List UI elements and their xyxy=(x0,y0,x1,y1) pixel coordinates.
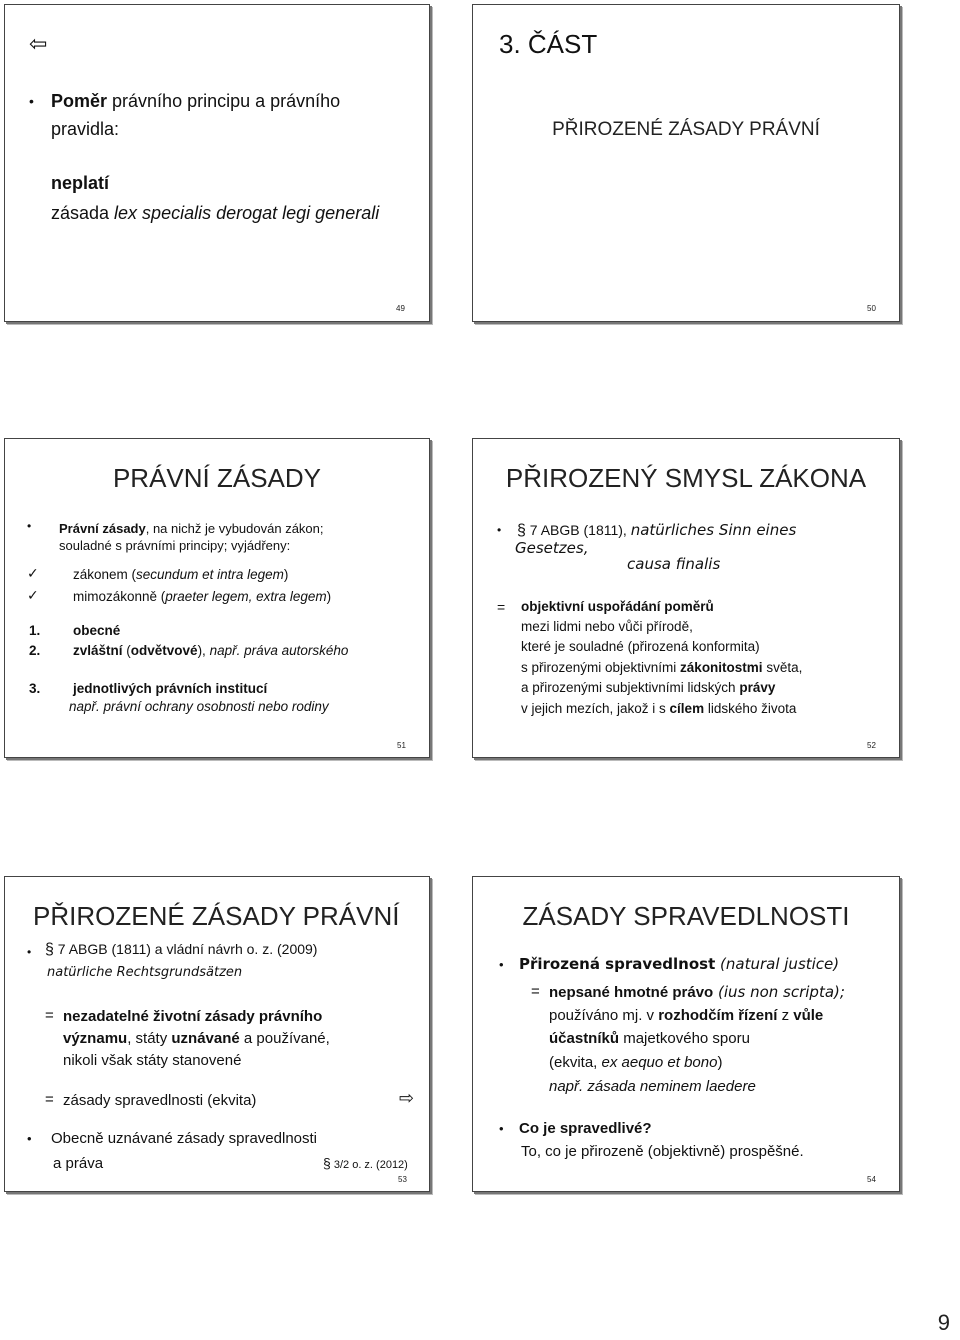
text: lidského života xyxy=(704,701,797,716)
def-line-3: které je souladné (přirozená konformita) xyxy=(521,639,760,654)
item-3-text: jednotlivých právních institucí xyxy=(73,681,268,696)
slide-54 xyxy=(472,876,900,1192)
section-sign: § xyxy=(45,941,54,958)
text-italic: ex aequo et bono xyxy=(601,1054,718,1071)
text-bold: nepsané hmotné právo xyxy=(549,984,714,1001)
text-bold: vůle xyxy=(793,1007,824,1024)
bullet-line-2: a práva xyxy=(53,1155,104,1172)
para-line-3: causa finalis xyxy=(627,555,721,573)
item-number: 3. xyxy=(29,681,41,696)
slide-number: 50 xyxy=(867,304,876,313)
para-line-2: natürliche Rechtsgrundsätzen xyxy=(47,965,243,980)
bullet-dot: • xyxy=(499,1121,504,1136)
l3-line xyxy=(549,1030,750,1047)
b2-line-2: To, co je přirozeně (objektivně) prospěšné. xyxy=(521,1143,804,1160)
slide-49-neplati: neplatí xyxy=(51,173,110,193)
text-bold: účastníků xyxy=(549,1030,620,1047)
check-item-2 xyxy=(73,589,331,604)
text-italic: lex specialis derogat legi generali xyxy=(114,203,380,223)
bullet-dot: • xyxy=(27,519,32,533)
slide-number: 54 xyxy=(867,1175,876,1184)
def-line-2: mezi lidmi nebo vůči přírodě, xyxy=(521,619,693,634)
def-line-5 xyxy=(521,680,775,695)
def1-line-1: nezadatelné životní zásady právního xyxy=(63,1008,323,1025)
item-number: 1. xyxy=(29,623,41,638)
text-bold: Právní zásady xyxy=(59,521,146,536)
l5-line: např. zásada neminem laedere xyxy=(549,1078,756,1095)
slide-49 xyxy=(4,4,430,322)
equals-sign: = xyxy=(45,1091,54,1108)
def1-line-2 xyxy=(63,1030,330,1047)
text: 7 ABGB (1811) a vládní návrh o. z. (2009) xyxy=(53,941,318,957)
check-item-1 xyxy=(73,567,288,582)
para-line-2: Gesetzes, xyxy=(515,539,589,557)
text: 7 ABGB (1811), xyxy=(525,522,631,538)
text: zákonem ( xyxy=(73,567,137,582)
slide-51-title: PRÁVNÍ ZÁSADY xyxy=(112,463,322,493)
text-bold: zákonitostmi xyxy=(680,660,763,675)
text-bold: rozhodčím řízení xyxy=(658,1007,778,1024)
text-italic: natürliches Sinn eines xyxy=(630,521,797,539)
text-bold: uznávané xyxy=(171,1030,240,1047)
slide-50 xyxy=(472,4,900,322)
text-bold: Poměr xyxy=(51,91,108,111)
text-bold: zvláštní xyxy=(73,643,123,658)
def2-line: zásady spravedlnosti (ekvita) xyxy=(63,1092,257,1109)
bullet-dot: • xyxy=(499,957,504,972)
text: ) xyxy=(326,589,332,604)
slide-50-subtitle: PŘIROZENÉ ZÁSADY PRÁVNÍ xyxy=(552,119,820,140)
slide-number: 53 xyxy=(398,1175,407,1184)
text: ) xyxy=(717,1054,723,1071)
bullet-dot: • xyxy=(29,93,34,109)
section-sign: § xyxy=(323,1155,331,1171)
text: , státy xyxy=(127,1030,172,1047)
item-1-text: obecné xyxy=(73,623,121,638)
l4-line xyxy=(549,1054,722,1071)
text: z xyxy=(777,1007,794,1024)
text: (ekvita, xyxy=(549,1054,602,1071)
para-line-1 xyxy=(517,521,796,540)
text-bold: odvětvové xyxy=(130,643,198,658)
text: ), xyxy=(197,643,210,658)
text: zásada xyxy=(51,203,115,223)
para-line-1 xyxy=(45,941,317,959)
slide-52 xyxy=(472,438,900,758)
intro-line-2: souladné s právními principy; vyjádřeny: xyxy=(59,538,291,553)
text: mimozákonně ( xyxy=(73,589,166,604)
slide-51 xyxy=(4,438,430,758)
text-italic: (ius non scripta); xyxy=(713,983,845,1001)
check-icon: ✓ xyxy=(27,565,39,581)
check-icon: ✓ xyxy=(27,587,39,603)
equals-sign: = xyxy=(531,983,540,1000)
text: používáno mj. v xyxy=(549,1007,659,1024)
section-sign: § xyxy=(517,522,526,539)
bullet-dot: • xyxy=(27,945,32,959)
item-2-text xyxy=(73,643,348,658)
slide-53 xyxy=(4,876,430,1192)
slide-number: 49 xyxy=(396,304,405,313)
def-line-6 xyxy=(521,701,796,716)
b1-line xyxy=(519,955,839,973)
bullet-dot: • xyxy=(27,1131,32,1146)
slide-49-line-1 xyxy=(51,91,340,112)
slide-number: 52 xyxy=(867,741,876,750)
text: v jejich mezích, jakož i s xyxy=(521,701,670,716)
text: ( xyxy=(122,643,131,658)
page-number: 9 xyxy=(937,1310,950,1335)
text-italic: praeter legem, extra legem xyxy=(165,589,327,604)
intro-line-1 xyxy=(59,521,324,536)
text: a přirozenými subjektivními lidských xyxy=(521,680,740,695)
text: 3/2 o. z. (2012) xyxy=(330,1159,408,1171)
text-bold: Přirozená spravedlnost xyxy=(519,955,716,973)
reference xyxy=(323,1155,408,1171)
slide-52-title: PŘIROZENÝ SMYSL ZÁKONA xyxy=(505,463,867,493)
text-bold: právy xyxy=(739,680,776,695)
text-italic: secundum et intra legem xyxy=(136,567,284,582)
next-arrow-icon[interactable]: ⇨ xyxy=(399,1088,415,1108)
text: právního principu a právního xyxy=(107,91,341,111)
slide-49-line-2: pravidla: xyxy=(51,119,120,139)
slide-50-title: 3. ČÁST xyxy=(499,29,598,59)
slide-number: 51 xyxy=(397,741,406,750)
text: ) xyxy=(283,567,289,582)
back-arrow-icon[interactable]: ⇦ xyxy=(29,31,48,56)
text: , na nichž je vybudován zákon; xyxy=(145,521,324,536)
l2-line xyxy=(549,1007,823,1024)
slide-54-title: ZÁSADY SPRAVEDLNOSTI xyxy=(522,901,850,931)
def-line-4 xyxy=(521,660,802,675)
slide-53-title: PŘIROZENÉ ZÁSADY PRÁVNÍ xyxy=(33,901,400,931)
text-bold: cílem xyxy=(669,701,705,716)
text-italic: např. práva autorského xyxy=(209,643,349,658)
text: s přirozenými objektivními xyxy=(521,660,681,675)
b2-line: Co je spravedlivé? xyxy=(519,1120,652,1137)
text: a používané, xyxy=(239,1030,330,1047)
bullet-dot: • xyxy=(497,523,502,537)
def1-line-3: nikoli však státy stanovené xyxy=(63,1052,242,1069)
text-bold: významu xyxy=(63,1030,128,1047)
item-3-sub: např. právní ochrany osobnosti nebo rodiny xyxy=(69,699,329,714)
text: světa, xyxy=(762,660,803,675)
equals-sign: = xyxy=(497,599,506,615)
text: majetkového sporu xyxy=(619,1030,750,1047)
def-line-1: objektivní uspořádání poměrů xyxy=(521,599,714,614)
def-line xyxy=(549,983,845,1001)
bullet-line-1: Obecně uznávané zásady spravedlnosti xyxy=(51,1130,318,1147)
item-number: 2. xyxy=(29,643,41,658)
text-italic: (natural justice) xyxy=(715,955,840,973)
slide-49-zasada xyxy=(51,203,379,224)
equals-sign: = xyxy=(45,1007,54,1024)
